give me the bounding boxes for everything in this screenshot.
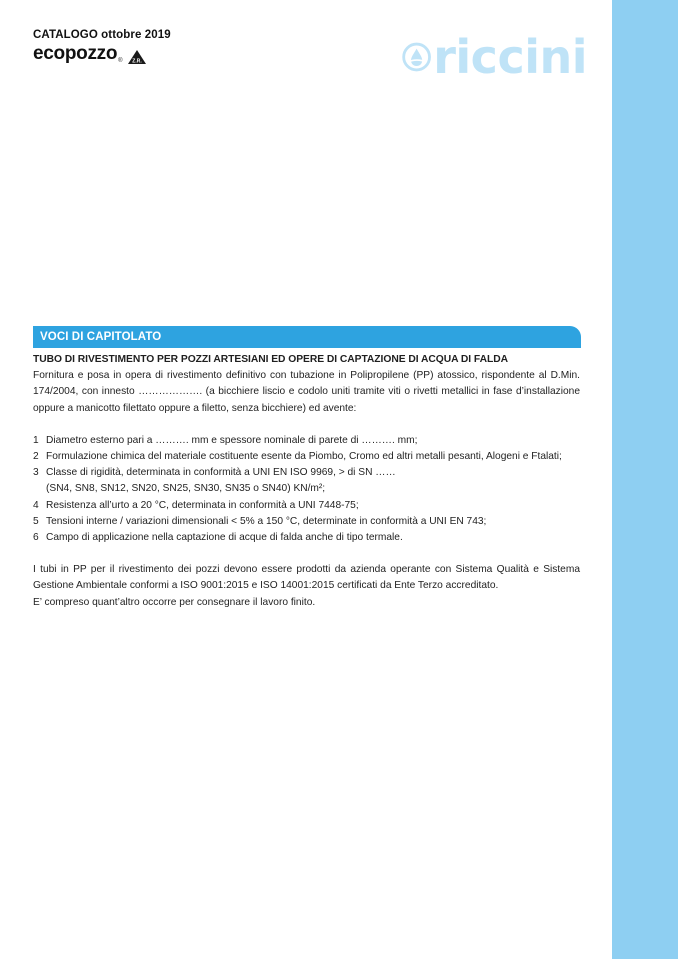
closing-notes [33,562,580,611]
side-band [612,0,678,959]
intro-paragraph: Fornitura e posa in opera di rivestimento definitivo con tubazione in Polipropilene (PP) atossico, rispondente al D.Min. 174/2004, con innesto ………………. (a bicchiere liscio e codolo uniti tramite viti o rivetti metallici in fase d’installazione oppure a manicotto filettato oppure a filetto, senza bicchiere) ed avente: [33,370,580,414]
specification-content [33,352,580,611]
catalog-label: CATALOGO ottobre 2019 [33,29,171,41]
certification-triangle-icon [128,50,146,64]
list-item [33,465,580,497]
list-item-number: 4 [33,499,39,511]
list-item-number: 5 [33,515,39,527]
list-item-text: Diametro esterno pari a ………. mm e spessore nominale di parete di ………. mm; [46,434,418,446]
page-header [33,29,171,64]
cert-mark-text: Z.R. [131,58,142,64]
specification-list [33,433,580,546]
list-item [33,530,580,546]
list-item [33,498,580,514]
section-header-bar [33,326,581,348]
droplet-logo-icon [402,31,431,83]
list-item [33,433,580,449]
list-item [33,514,580,530]
registered-mark: ® [118,58,123,64]
list-item-text: Resistenza all’urto a 20 °C, determinata in conformità a UNI 7448-75; [46,499,359,511]
brand-name: ecopozzo [33,43,118,64]
list-item-text: Tensioni interne / variazioni dimensionali < 5% a 150 °C, determinate in conformità a UNI EN 743; [46,515,487,527]
list-item-number: 6 [33,532,39,544]
company-logo [402,28,587,86]
list-item-text-block [46,465,580,497]
list-item-text-continued: (SN4, SN8, SN12, SN20, SN25, SN30, SN35 o SN40) KN/m²; [46,483,326,495]
inclusion-paragraph: E’ compreso quant’altro occorre per consegnare il lavoro finito. [33,596,316,608]
quality-requirement-paragraph: I tubi in PP per il rivestimento dei pozzi devono essere prodotti da azienda operante con Sistema Qualità e Sistema Gestione Ambientale conformi a ISO 9001:2015 e ISO 14001:2015 certificati da Ente Terzo accreditato. [33,564,580,592]
logo-wordmark: riccini [433,30,587,84]
specification-subtitle: TUBO DI RIVESTIMENTO PER POZZI ARTESIANI ED OPERE DI CAPTAZIONE DI ACQUA DI FALDA [33,354,508,365]
list-item-text: Campo di applicazione nella captazione di acque di falda anche di tipo termale. [46,532,403,544]
list-item [33,449,580,465]
list-item-number: 3 [33,467,39,479]
list-item-text: Classe di rigidità, determinata in conformità a UNI EN ISO 9969, > di SN …… [46,467,396,479]
list-item-number: 2 [33,451,39,463]
list-item-number: 1 [33,434,39,446]
section-title: VOCI DI CAPITOLATO [40,331,162,343]
list-item-text: Formulazione chimica del materiale costituente esente da Piombo, Cromo ed altri metalli pesanti, Alogeni e Ftalati; [46,451,562,463]
brand-logo [33,44,171,64]
